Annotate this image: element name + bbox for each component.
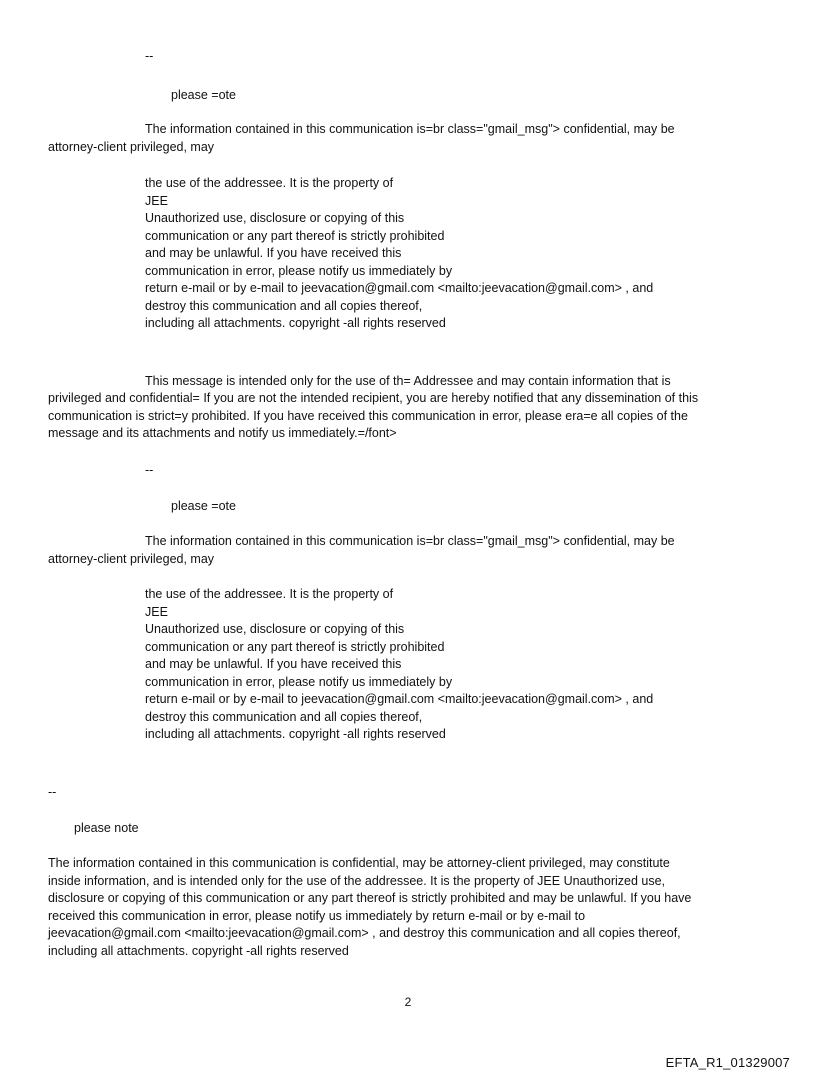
disclaimer-line: Unauthorized use, disclosure or copying of this: [145, 622, 405, 636]
final-disclaimer-line: jeevacation@gmail.com <mailto:jeevacation@gmail.com> , and destroy this communication and all copies thereof,: [48, 926, 681, 940]
final-disclaimer-line: including all attachments. copyright -all rights reserved: [48, 943, 349, 958]
note-heading: please =ote: [171, 499, 236, 513]
final-disclaimer-line: inside information, and is intended only for the use of the addressee. It is the property of JEE Unauthorized use,: [48, 873, 666, 888]
disclaimer-line: Unauthorized use, disclosure or copying of this: [145, 211, 405, 225]
disclaimer-line: including all attachments. copyright -all rights reserved: [145, 727, 446, 741]
note-heading: please note: [74, 821, 139, 835]
disclaimer-line: communication in error, please notify us immediately by: [145, 263, 453, 278]
disclaimer-line: and may be unlawful. If you have received this: [145, 246, 402, 260]
info-paragraph-line1: The information contained in this communication is=br class="gmail_msg"> confidential, may be: [145, 534, 675, 548]
separator-dashes: --: [48, 785, 57, 799]
disclaimer-line: JEE: [145, 604, 168, 619]
disclaimer-line: the use of the addressee. It is the property of: [145, 176, 394, 190]
final-disclaimer-line: The information contained in this communication is confidential, may be attorney-client privileged, may constitute: [48, 856, 670, 870]
info-paragraph-line2: attorney-client privileged, may: [48, 552, 215, 566]
final-disclaimer-line: received this communication in error, please notify us immediately by return e-mail or by e-mail to: [48, 908, 586, 923]
message-line: communication is strict=y prohibited. If you have received this communication in error, please era=e all copies of the: [48, 409, 688, 423]
disclaimer-block: [145, 586, 653, 744]
disclaimer-line: communication in error, please notify us immediately by: [145, 674, 453, 689]
separator-dashes: --: [145, 463, 154, 477]
info-paragraph-line2: attorney-client privileged, may: [48, 140, 215, 154]
info-paragraph-line1: The information contained in this communication is=br class="gmail_msg"> confidential, may be: [145, 122, 675, 136]
note-heading: please =ote: [171, 88, 236, 102]
disclaimer-line: return e-mail or by e-mail to jeevacation@gmail.com <mailto:jeevacation@gmail.com> , and: [145, 281, 654, 295]
disclaimer-line: including all attachments. copyright -all rights reserved: [145, 316, 446, 330]
disclaimer-line: communication or any part thereof is strictly prohibited: [145, 639, 445, 654]
message-line: privileged and confidential= If you are not the intended recipient, you are hereby notified that any dissemination of this: [48, 391, 699, 405]
final-disclaimer-line: disclosure or copying of this communication or any part thereof is strictly prohibited and may be unlawful. If you have: [48, 891, 692, 905]
disclaimer-line: return e-mail or by e-mail to jeevacation@gmail.com <mailto:jeevacation@gmail.com> , and: [145, 692, 654, 706]
disclaimer-line: destroy this communication and all copies thereof,: [145, 298, 423, 313]
disclaimer-line: the use of the addressee. It is the property of: [145, 587, 394, 601]
disclaimer-line: communication or any part thereof is strictly prohibited: [145, 228, 445, 243]
document-id-stamp: EFTA_R1_01329007: [665, 1055, 790, 1070]
message-line: This message is intended only for the use of th= Addressee and may contain information that is: [145, 374, 671, 388]
page-number: 2: [404, 995, 412, 1009]
separator-dashes: --: [145, 49, 154, 63]
disclaimer-block: [145, 175, 653, 333]
disclaimer-line: destroy this communication and all copies thereof,: [145, 709, 423, 724]
final-disclaimer: [48, 855, 691, 960]
disclaimer-line: and may be unlawful. If you have received this: [145, 657, 402, 671]
message-line: message and its attachments and notify us immediately.=/font>: [48, 426, 397, 440]
disclaimer-line: JEE: [145, 193, 168, 208]
